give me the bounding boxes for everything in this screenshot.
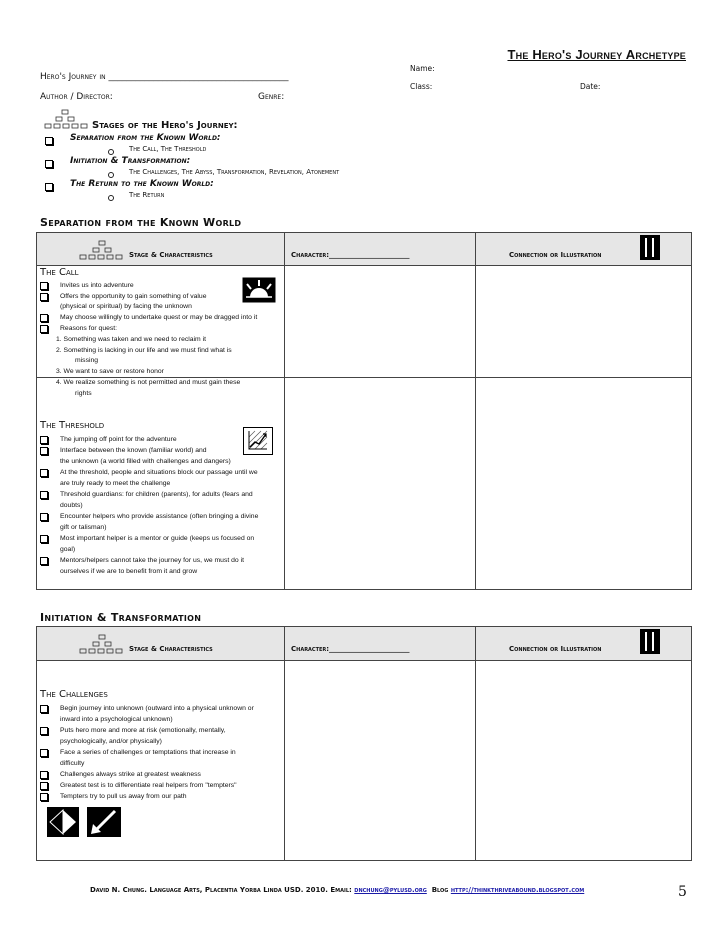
numbered-item: missing [75, 357, 99, 364]
list-item: Tempters try to pull us away from our path [60, 793, 187, 800]
author-director-label: Author / Director: [40, 92, 113, 102]
checkbox-bullet [45, 137, 53, 145]
stage-group-heading: Initiation & Transformation: [70, 156, 191, 166]
checkbox-bullet [40, 793, 48, 801]
list-item: Puts hero more and more at risk (emotionally, mentally, [60, 727, 226, 734]
footer-author: David N. Chung. [90, 886, 147, 894]
stage-group-sub: The Call, The Threshold [129, 145, 207, 153]
list-item: Threshold guardians: for children (parents), for adults (fears and [60, 491, 253, 498]
stage-group-sub: The Challenges, The Abyss, Transformation, Revelation, Atonement [129, 168, 340, 176]
stage-group-heading: The Return to the Known World: [70, 179, 214, 189]
stage-group-heading: Separation from the Known World: [70, 133, 221, 143]
stage-name-call: The Call [40, 267, 79, 278]
list-item: doubts) [60, 502, 83, 509]
list-item: Invites us into adventure [60, 282, 134, 289]
column-divider [475, 233, 476, 589]
table-header [37, 233, 691, 266]
checkbox-bullet [40, 491, 48, 499]
page-number: 5 [678, 884, 687, 900]
list-item: goal) [60, 546, 76, 553]
stages-diagram-icon [44, 109, 90, 131]
heros-journey-in-label: Hero's Journey in ________________________________________ [40, 72, 289, 82]
pause-icon [640, 235, 660, 260]
checkbox-bullet [40, 436, 48, 444]
date-label: Date: [580, 82, 601, 91]
checkbox-bullet [40, 469, 48, 477]
initiation-table [36, 626, 692, 861]
class-label: Class: [410, 82, 433, 91]
document-title: The Hero's Journey Archetype [507, 47, 686, 62]
list-item: Interface between the known (familiar world) and [60, 447, 207, 454]
genre-label: Genre: [258, 92, 285, 102]
stages-diagram-icon [79, 240, 129, 262]
footer-blog-label: Blog [431, 886, 449, 894]
col-character-header: Character:_______________________ [291, 251, 410, 259]
list-item: Begin journey into unknown (outward into a physical unknown or [60, 705, 254, 712]
list-item: Greatest test is to differentiate real helpers from "tempters" [60, 782, 237, 789]
list-item: gift or talisman) [60, 524, 107, 531]
list-item: Face a series of challenges or temptations that increase in [60, 749, 236, 756]
checkbox-bullet [45, 160, 53, 168]
stage-group-sub: The Return [129, 191, 165, 199]
checkbox-bullet [40, 749, 48, 757]
circle-bullet [108, 172, 114, 178]
table-header [37, 627, 691, 661]
grid-chart-icon [243, 427, 273, 455]
circle-bullet [108, 149, 114, 155]
col-connection-header: Connection or Illustration [509, 645, 602, 653]
list-item: difficulty [60, 760, 85, 767]
footer [90, 886, 584, 894]
col-stage-header: Stage & Characteristics [129, 645, 213, 653]
list-item: The jumping off point for the adventure [60, 436, 177, 443]
footer-email-link[interactable]: dnchung@pylusd.org [354, 886, 427, 894]
sunrise-icon [242, 277, 276, 303]
section-title: Initiation & Transformation [40, 611, 202, 624]
numbered-item: 3. We want to save or restore honor [56, 368, 164, 375]
diamond-icon [47, 807, 79, 837]
checkbox-bullet [40, 557, 48, 565]
stage-name-challenges: The Challenges [40, 689, 108, 700]
checkbox-bullet [40, 535, 48, 543]
numbered-item: rights [75, 390, 92, 397]
column-divider [475, 627, 476, 860]
checkbox-bullet [40, 513, 48, 521]
checkbox-bullet [40, 727, 48, 735]
footer-course: Language Arts, Placentia Yorba Linda USD. 2010. Email: [149, 886, 352, 894]
list-item: Reasons for quest: [60, 325, 118, 332]
stages-diagram-icon [79, 634, 129, 656]
checkbox-bullet [40, 293, 48, 301]
list-item: psychologically, and/or physically) [60, 738, 162, 745]
col-character-header: Character:_______________________ [291, 645, 410, 653]
circle-bullet [108, 195, 114, 201]
diagonal-arrow-icon [87, 807, 121, 837]
checkbox-bullet [40, 705, 48, 713]
checkbox-bullet [40, 282, 48, 290]
numbered-item: 4. We realize something is not permitted and must gain these [56, 379, 241, 386]
list-item: the unknown (a world filled with challenges and dangers) [60, 458, 231, 465]
footer-blog-link[interactable]: http://thinkthriveabound.blogspot.com [450, 886, 585, 894]
pause-icon [640, 629, 660, 654]
column-divider [284, 233, 285, 589]
list-item: inward into a psychological unknown) [60, 716, 173, 723]
numbered-item: 1. Something was taken and we need to reclaim it [56, 336, 206, 343]
checkbox-bullet [40, 771, 48, 779]
name-label: Name: [410, 64, 435, 73]
col-connection-header: Connection or Illustration [509, 251, 602, 259]
list-item: (physical or spiritual) by facing the unknown [60, 303, 192, 310]
list-item: Offers the opportunity to gain something of value [60, 293, 207, 300]
column-divider [284, 627, 285, 860]
list-item: Most important helper is a mentor or guide (keeps us focused on [60, 535, 255, 542]
list-item: At the threshold, people and situations block our passage until we [60, 469, 258, 476]
checkbox-bullet [40, 314, 48, 322]
col-stage-header: Stage & Characteristics [129, 251, 213, 259]
section-title: Separation from the Known World [40, 216, 242, 229]
checkbox-bullet [40, 447, 48, 455]
stage-name-threshold: The Threshold [40, 420, 105, 431]
list-item: Encounter helpers who provide assistance (often bringing a divine [60, 513, 259, 520]
list-item: ourselves if we are to benefit from it and grow [60, 568, 198, 575]
checkbox-bullet [40, 325, 48, 333]
list-item: are truly ready to meet the challenge [60, 480, 171, 487]
list-item: Mentors/helpers cannot take the journey for us, we must do it [60, 557, 244, 564]
list-item: Challenges always strike at greatest weakness [60, 771, 201, 778]
numbered-item: 2. Something is lacking in our life and we must find what is [56, 347, 232, 354]
stages-title: Stages of the Hero's Journey: [92, 120, 238, 131]
list-item: May choose willingly to undertake quest or may be dragged into it [60, 314, 258, 321]
checkbox-bullet [45, 183, 53, 191]
checkbox-bullet [40, 782, 48, 790]
separation-table [36, 232, 692, 590]
